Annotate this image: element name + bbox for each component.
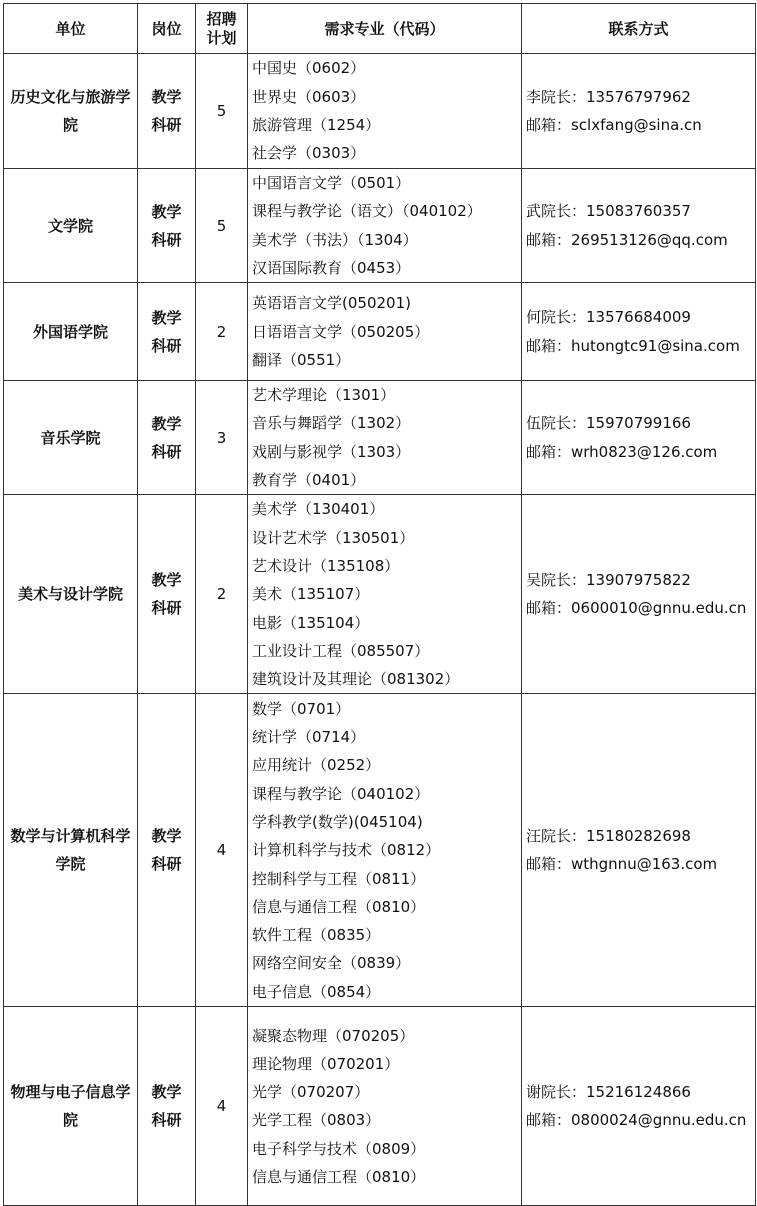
header-contact: 联系方式 bbox=[522, 4, 756, 54]
major-item: 电子信息（0854） bbox=[252, 982, 381, 1001]
table-row bbox=[4, 1007, 756, 1206]
major-item: 理论物理（070201） bbox=[252, 1054, 400, 1073]
contact-cell bbox=[522, 495, 756, 694]
contact-email: 邮箱：sclxfang@sina.cn bbox=[526, 116, 702, 134]
major-item: 日语语言文学（050205） bbox=[252, 322, 430, 341]
contact-email: 邮箱：269513126@qq.com bbox=[526, 230, 728, 249]
contact-email: 邮箱：wthgnnu@163.com bbox=[526, 855, 718, 874]
table-row bbox=[4, 283, 756, 381]
contact-email: 邮箱：hutongtc91@sina.com bbox=[526, 336, 740, 355]
position-cell: 教学科研 bbox=[138, 1007, 196, 1206]
header-row bbox=[4, 4, 756, 54]
major-item: 网络空间安全（0839） bbox=[252, 954, 411, 973]
position-cell: 教学科研 bbox=[138, 381, 196, 495]
header-position: 岗位 bbox=[138, 4, 196, 54]
major-item: 中国语言文学（0501） bbox=[252, 174, 411, 192]
table-body bbox=[4, 54, 756, 1206]
contact-email: 邮箱：wrh0823@126.com bbox=[526, 442, 718, 461]
header-plan bbox=[196, 4, 248, 54]
majors-cell bbox=[248, 1007, 522, 1206]
table-row bbox=[4, 169, 756, 283]
major-item: 音乐与舞蹈学（1302） bbox=[252, 414, 411, 433]
major-item: 信息与通信工程（0810） bbox=[252, 1168, 426, 1187]
major-item: 学科教学(数学)(045104) bbox=[252, 813, 423, 831]
major-item: 美术（135107） bbox=[252, 585, 370, 604]
major-item: 凝聚态物理（070205） bbox=[252, 1026, 415, 1045]
major-item: 电影（135104） bbox=[252, 613, 370, 632]
major-item: 中国史（0602） bbox=[252, 59, 366, 78]
major-item: 教育学（0401） bbox=[252, 471, 366, 490]
major-item: 美术学（书法）（1304） bbox=[252, 230, 418, 249]
contact-phone: 汪院长：15180282698 bbox=[526, 827, 691, 846]
position-cell: 教学科研 bbox=[138, 694, 196, 1007]
major-item: 信息与通信工程（0810） bbox=[252, 897, 426, 916]
unit-cell: 文学院 bbox=[4, 169, 138, 283]
position-cell: 教学科研 bbox=[138, 54, 196, 169]
contact-email: 邮箱：0600010@gnnu.edu.cn bbox=[526, 599, 747, 618]
major-item: 应用统计（0252） bbox=[252, 756, 381, 775]
contact-cell bbox=[522, 1007, 756, 1206]
unit-cell: 数学与计算机科学学院 bbox=[4, 694, 138, 1007]
recruitment-table bbox=[3, 3, 756, 1206]
major-item: 旅游管理（1254） bbox=[252, 116, 381, 134]
major-item: 计算机科学与技术（0812） bbox=[252, 841, 441, 860]
unit-cell: 美术与设计学院 bbox=[4, 495, 138, 694]
major-item: 英语语言文学(050201) bbox=[252, 294, 411, 313]
major-item: 戏剧与影视学（1303） bbox=[252, 442, 411, 461]
major-item: 软件工程（0835） bbox=[252, 926, 381, 945]
position-cell: 教学科研 bbox=[138, 495, 196, 694]
unit-cell: 外国语学院 bbox=[4, 283, 138, 381]
contact-cell bbox=[522, 54, 756, 169]
majors-cell bbox=[248, 694, 522, 1007]
major-item: 课程与教学论（040102） bbox=[252, 784, 430, 803]
position-cell: 教学科研 bbox=[138, 169, 196, 283]
contact-cell bbox=[522, 694, 756, 1007]
major-item: 电子科学与技术（0809） bbox=[252, 1139, 426, 1158]
majors-cell bbox=[248, 495, 522, 694]
contact-email: 邮箱：0800024@gnnu.edu.cn bbox=[526, 1111, 747, 1130]
major-item: 光学（070207） bbox=[252, 1083, 370, 1102]
contact-cell bbox=[522, 169, 756, 283]
major-item: 汉语国际教育（0453） bbox=[252, 258, 411, 277]
majors-cell bbox=[248, 283, 522, 381]
header-plan-line2: 计划 bbox=[206, 28, 237, 47]
unit-cell: 音乐学院 bbox=[4, 381, 138, 495]
plan-cell: 3 bbox=[196, 381, 248, 495]
major-item: 数学（0701） bbox=[252, 699, 351, 718]
major-item: 社会学（0303） bbox=[252, 144, 366, 163]
table-row bbox=[4, 381, 756, 495]
unit-cell: 物理与电子信息学院 bbox=[4, 1007, 138, 1206]
table-row bbox=[4, 54, 756, 169]
plan-cell: 5 bbox=[196, 169, 248, 283]
contact-cell bbox=[522, 283, 756, 381]
majors-cell bbox=[248, 54, 522, 169]
header-plan-line1: 招聘 bbox=[206, 9, 237, 28]
header-majors: 需求专业（代码） bbox=[248, 4, 522, 54]
major-item: 艺术设计（135108） bbox=[252, 556, 400, 575]
plan-cell: 2 bbox=[196, 495, 248, 694]
major-item: 设计艺术学（130501） bbox=[252, 528, 415, 547]
contact-cell bbox=[522, 381, 756, 495]
table-row bbox=[4, 495, 756, 694]
plan-cell: 2 bbox=[196, 283, 248, 381]
position-cell: 教学科研 bbox=[138, 283, 196, 381]
contact-phone: 伍院长：15970799166 bbox=[526, 414, 691, 433]
major-item: 世界史（0603） bbox=[252, 87, 366, 106]
unit-cell: 历史文化与旅游学院 bbox=[4, 54, 138, 169]
major-item: 翻译（0551） bbox=[252, 350, 351, 369]
contact-phone: 何院长：13576684009 bbox=[526, 308, 691, 327]
table-row bbox=[4, 694, 756, 1007]
header-unit: 单位 bbox=[4, 4, 138, 54]
plan-cell: 4 bbox=[196, 694, 248, 1007]
major-item: 控制科学与工程（0811） bbox=[252, 869, 426, 888]
major-item: 美术学（130401） bbox=[252, 500, 385, 519]
major-item: 艺术学理论（1301） bbox=[252, 386, 396, 405]
plan-cell: 5 bbox=[196, 54, 248, 169]
major-item: 工业设计工程（085507） bbox=[252, 641, 430, 660]
major-item: 统计学（0714） bbox=[252, 728, 366, 747]
majors-cell bbox=[248, 381, 522, 495]
contact-phone: 吴院长：13907975822 bbox=[526, 571, 691, 590]
major-item: 课程与教学论（语文）（040102） bbox=[252, 202, 482, 221]
major-item: 光学工程（0803） bbox=[252, 1111, 381, 1130]
contact-phone: 谢院长：15216124866 bbox=[526, 1083, 691, 1102]
major-item: 建筑设计及其理论（081302） bbox=[252, 670, 460, 689]
contact-phone: 李院长：13576797962 bbox=[526, 87, 691, 106]
plan-cell: 4 bbox=[196, 1007, 248, 1206]
majors-cell bbox=[248, 169, 522, 283]
contact-phone: 武院长：15083760357 bbox=[526, 202, 691, 221]
